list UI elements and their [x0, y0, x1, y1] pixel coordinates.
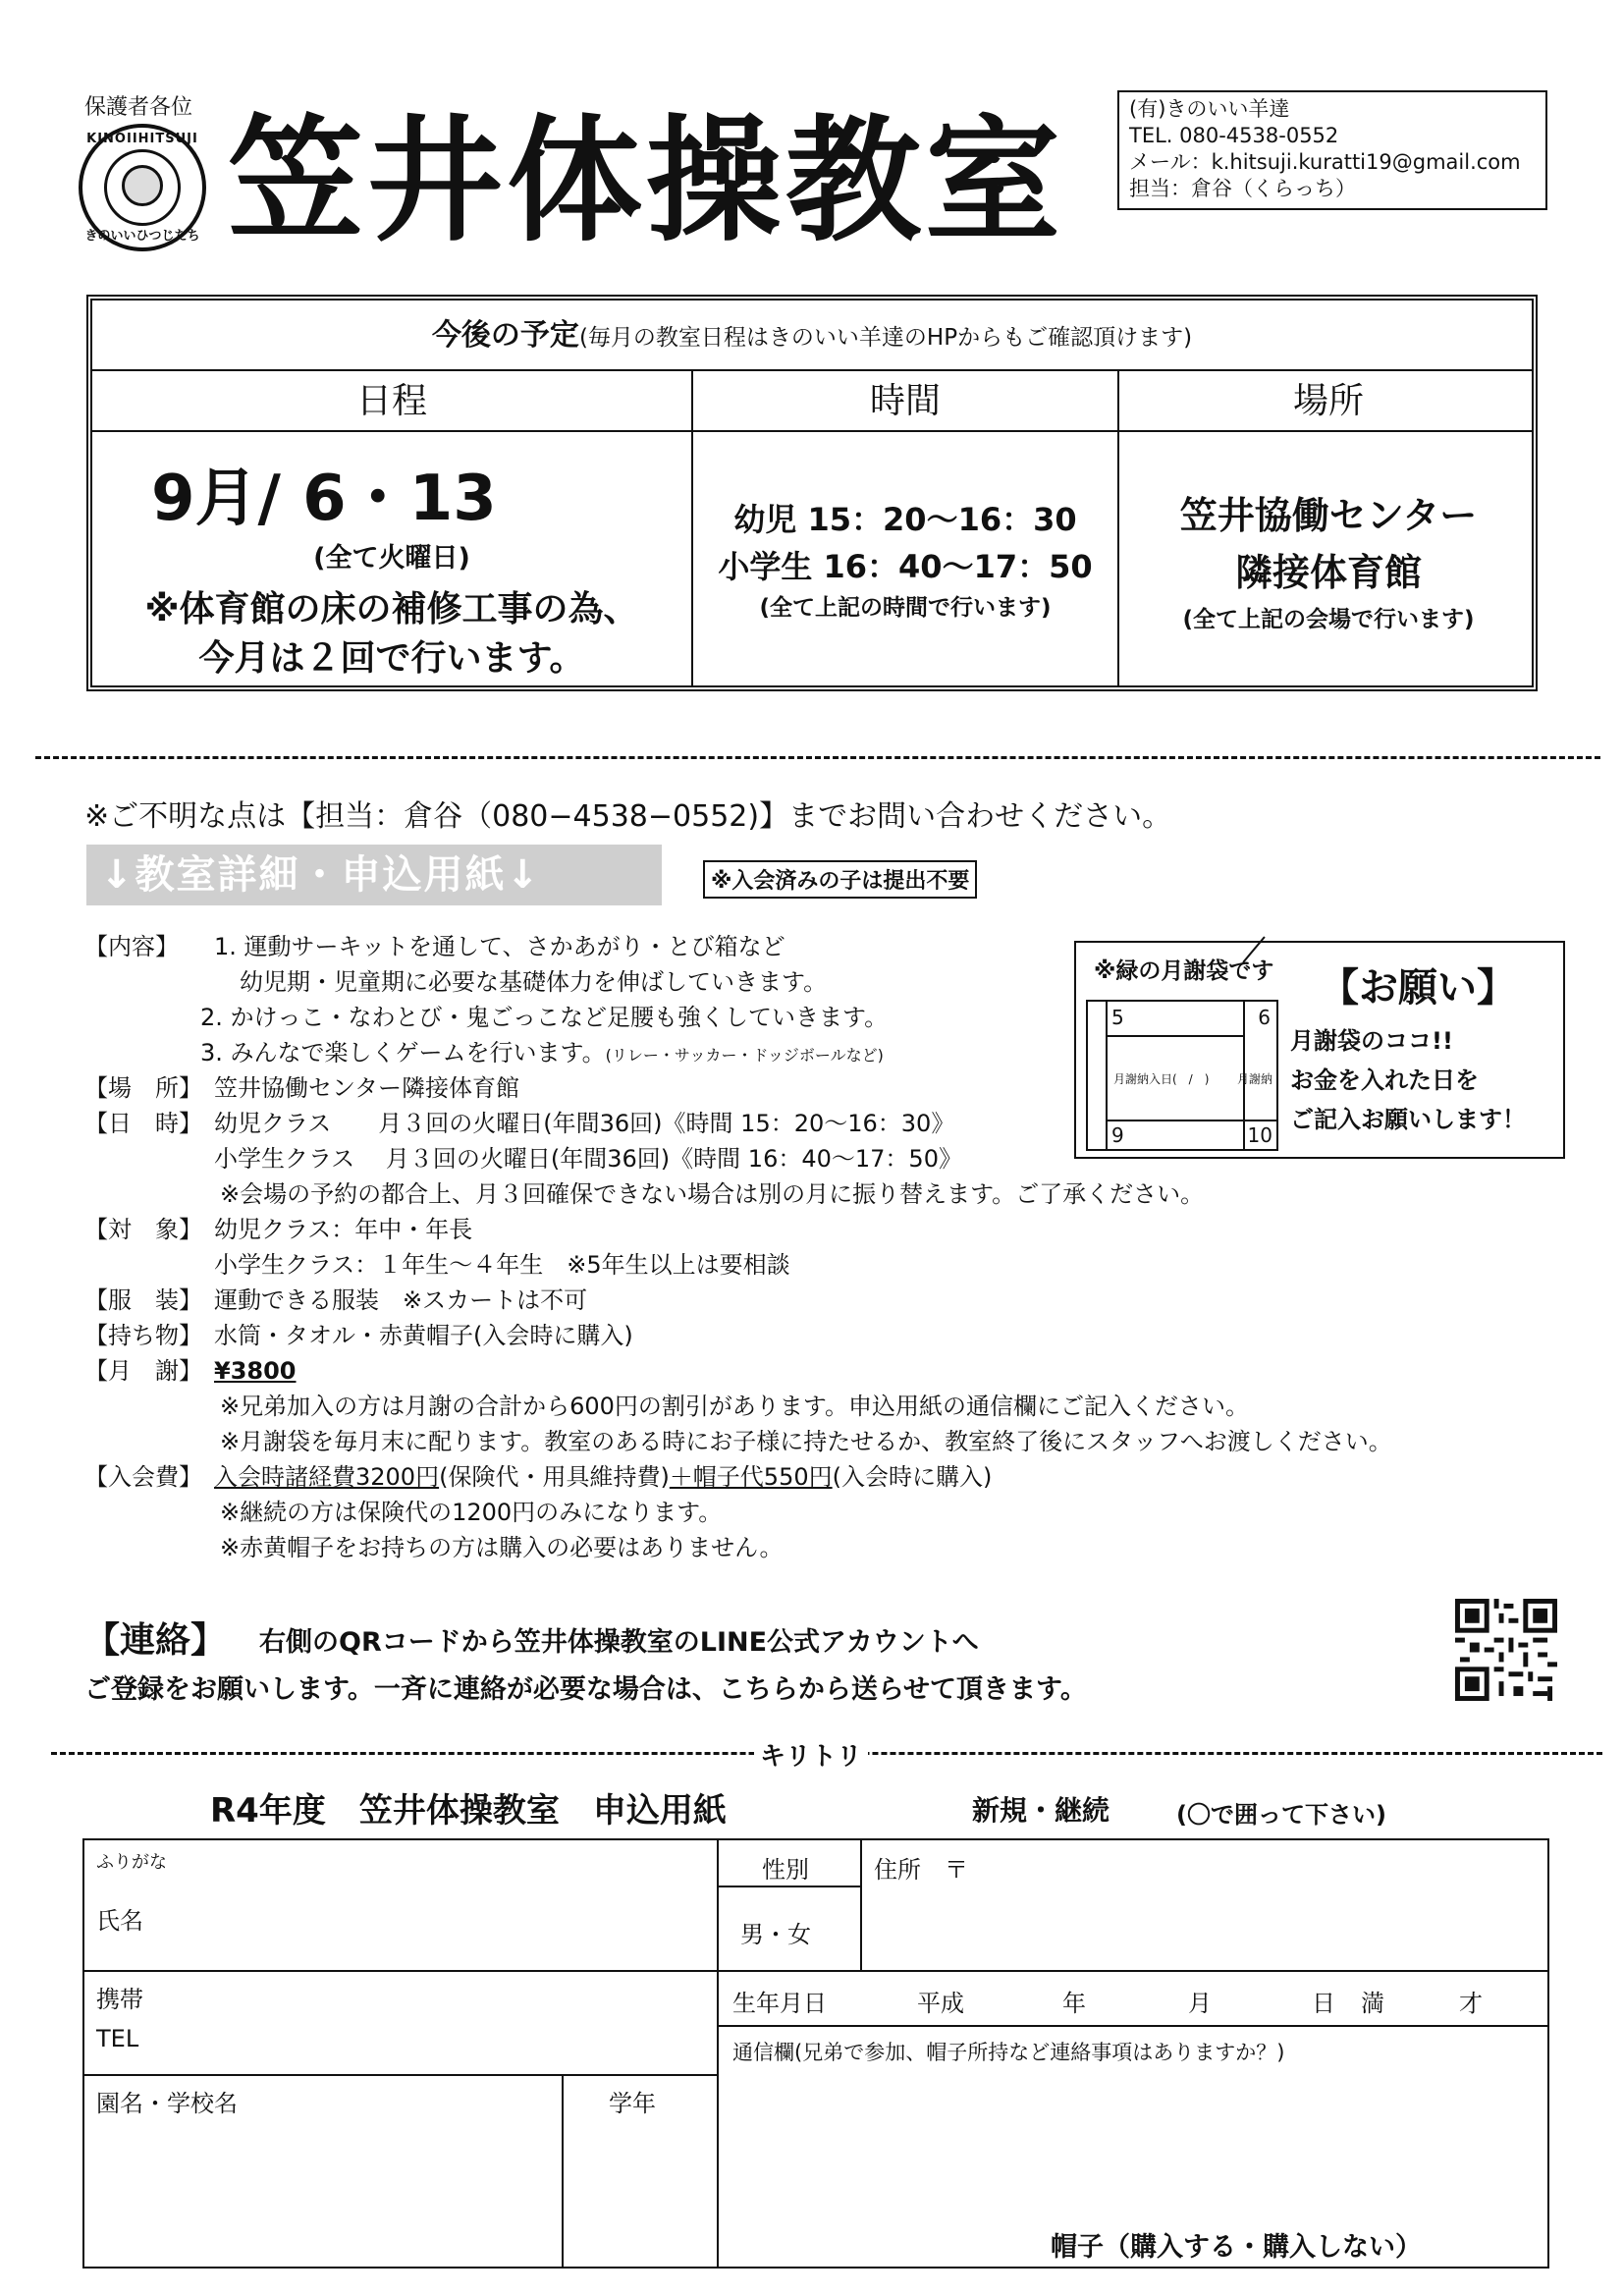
time-note: (全て上記の時間で行います): [759, 595, 1052, 621]
contact-text-1: 右側のQRコードから笠井体操教室のLINE公式アカウントへ: [259, 1627, 979, 1658]
header-time: 時間: [869, 381, 941, 421]
form-type-note: (〇で囲って下さい): [1176, 1801, 1386, 1829]
section-banner: ↓教室詳細・申込用紙↓: [86, 845, 662, 905]
place-note: (全て上記の会場で行います): [1182, 607, 1475, 632]
envelope-callout: [1074, 941, 1565, 1159]
detail-content-1: [84, 927, 785, 961]
schedule-warning-1: ※体育館の床の補修工事の為、: [144, 589, 639, 629]
request-line-3: ご記入お願いします！: [1290, 1106, 1526, 1133]
school-label: 園名・学校名: [96, 2090, 238, 2117]
month-5: 5: [1111, 1006, 1124, 1029]
contact-box: [1117, 90, 1547, 210]
application-form: [82, 1838, 1549, 2269]
contact-tel: TEL. 080-4538-0552: [1129, 124, 1339, 147]
time-value-1: 幼児クラス 月３回の火曜日(年間36回)《時間 15：20〜16：30》: [214, 1110, 955, 1137]
month-10: 10: [1247, 1123, 1272, 1147]
sheep-face-icon: [122, 165, 163, 206]
time-value-3: ※会場の予約の都合上、月３回確保できない場合は別の月に振り替えます。ご了承ください。: [220, 1180, 1205, 1208]
wear-value: 運動できる服装 ※スカートは不可: [214, 1286, 588, 1314]
detail-entry: [84, 1457, 992, 1492]
form-line: [717, 1840, 719, 2269]
envelope-illustration: [1086, 1000, 1278, 1151]
mobile-label: 携帯: [96, 1986, 143, 2013]
time-infant: 幼児 15：20〜16：30: [733, 501, 1077, 538]
schedule-caption-sub: (毎月の教室日程はきのいい羊達のHPからもご確認頂けます): [578, 325, 1193, 351]
target-value-1: 幼児クラス：年中・年長: [214, 1216, 473, 1243]
paid-date-short: 月謝納: [1236, 1072, 1272, 1086]
place-name: 笠井協働センター: [1179, 494, 1478, 537]
hat-fee: ＋帽子代550円: [669, 1463, 833, 1491]
company-name: (有)きのいい羊達: [1129, 97, 1290, 121]
gender-label: 性別: [762, 1856, 809, 1884]
hat-purchase-option[interactable]: 帽子（購入する・購入しない）: [1051, 2232, 1422, 2263]
detail-content-3: [200, 1033, 884, 1067]
form-line: [717, 1886, 860, 1887]
schedule-dates: 9月/ 6・13: [151, 463, 497, 535]
contact-title: 【連絡】: [84, 1620, 227, 1661]
time-elementary: 小学生 16：40〜17：50: [718, 548, 1093, 585]
sheep-logo: [79, 124, 206, 251]
entry-note-2: ※赤黄帽子をお持ちの方は購入の必要はありません。: [220, 1534, 784, 1561]
time-label: 【日 時】: [84, 1110, 202, 1137]
items-value: 水筒・タオル・赤黄帽子(入会時に購入): [214, 1322, 633, 1349]
content-item-1: 1. 運動サーキットを通して、さかあがり・とび箱など: [214, 933, 785, 960]
request-line-2: お金を入れた日を: [1290, 1066, 1479, 1094]
form-line: [860, 1840, 862, 1970]
banner-note: ※入会済みの子は提出不要: [703, 860, 977, 899]
envelope-line: [1106, 1120, 1278, 1121]
inquiry-text: ※ご不明な点は【担当：倉谷（080−4538−0552)】までお問い合わせください。: [84, 799, 1172, 834]
envelope-note: ※緑の月謝袋です: [1094, 958, 1274, 984]
addressee: 保護者各位: [84, 95, 193, 120]
fee-note-2: ※月謝袋を毎月末に配ります。教室のある時にお子様に持たせるか、教室終了後にスタッフへお渡しください。: [220, 1428, 1392, 1455]
time-value-2: 小学生クラス 月３回の火曜日(年間36回)《時間 16：40〜17：50》: [214, 1145, 962, 1173]
schedule-caption-main: 今後の予定: [431, 318, 579, 353]
heisei-label: 平成: [917, 1990, 964, 2017]
form-line: [562, 2074, 564, 2269]
form-line: [84, 2074, 717, 2076]
hat-fee-detail: (入会時に購入): [832, 1463, 993, 1491]
fee-label: 【月 謝】: [84, 1357, 202, 1385]
detail-fee: [84, 1351, 297, 1386]
entry-note-1: ※継続の方は保険代の1200円のみになります。: [220, 1499, 723, 1526]
paid-date-field: 月謝納入日( / ): [1113, 1072, 1210, 1086]
form-line: [84, 1970, 1549, 1972]
cut-line-1: [35, 756, 1600, 759]
qr-code-icon[interactable]: [1455, 1599, 1557, 1701]
envelope-line: [1106, 1002, 1108, 1149]
content-item-2: 2. かけっこ・なわとび・鬼ごっこなど足腰も強くしていきます。: [200, 1004, 889, 1031]
contact-person: 担当：倉谷（くらっち）: [1129, 177, 1356, 200]
schedule-date-note: (全て火曜日): [313, 543, 470, 574]
header-divider: [92, 430, 1532, 432]
envelope-line: [1106, 1035, 1243, 1037]
logo-text-bottom: きのいいひつじたち: [84, 229, 200, 244]
age-label: 才: [1459, 1990, 1483, 2017]
contact-text-2: ご登録をお願いします。一斉に連絡が必要な場合は、こちらから送らせて頂きます。: [84, 1674, 1087, 1705]
detail-target-1: [84, 1210, 472, 1244]
wear-label: 【服 装】: [84, 1286, 202, 1314]
form-line: [717, 2025, 1549, 2027]
target-value-2: 小学生クラス：１年生〜４年生 ※5年生以上は要相談: [214, 1251, 790, 1279]
place-value: 笠井協働センター隣接体育館: [214, 1074, 520, 1102]
month-6: 6: [1258, 1006, 1271, 1029]
place-label: 【場 所】: [84, 1074, 202, 1102]
fee-note-1: ※兄弟加入の方は月謝の合計から600円の割引があります。申込用紙の通信欄にご記入ください。: [220, 1393, 1249, 1420]
form-type[interactable]: 新規・継続: [972, 1794, 1110, 1827]
grade-label: 学年: [609, 2090, 656, 2117]
schedule-caption: [92, 301, 1532, 371]
header-date: 日程: [355, 381, 427, 421]
place-gym: 隣接体育館: [1234, 551, 1422, 594]
schedule-warning-2: 今月は２回で行います。: [198, 638, 585, 679]
header-place: 場所: [1292, 381, 1364, 421]
tel-label: TEL: [96, 2025, 139, 2052]
entry-label: 【入会費】: [84, 1463, 202, 1491]
contact-email: メール：k.hitsuji.kuratti19@gmail.com: [1129, 150, 1521, 174]
furigana-label: ふりがな: [96, 1852, 167, 1873]
schedule-table: [86, 295, 1538, 691]
month-label: 月: [1188, 1990, 1212, 2017]
detail-time-1: [84, 1104, 954, 1138]
content-label: 【内容】: [84, 933, 179, 960]
detail-wear: [84, 1281, 587, 1315]
entry-fee: 入会時諸経費3200円: [214, 1463, 440, 1491]
form-title: R4年度 笠井体操教室 申込用紙: [210, 1791, 727, 1831]
content-item-3-small: (リレー・サッカー・ドッジボールなど): [605, 1046, 884, 1065]
fee-value: ¥3800: [214, 1357, 297, 1385]
target-label: 【対 象】: [84, 1216, 202, 1243]
address-label: 住所 〒: [874, 1856, 968, 1884]
year-label: 年: [1062, 1990, 1086, 2017]
month-9: 9: [1111, 1123, 1124, 1147]
entry-fee-detail: (保険代・用具維持費): [439, 1463, 670, 1491]
page-title: 笠井体操教室: [228, 102, 1065, 260]
logo-text-top: KINOIIHITSUJI: [86, 132, 198, 146]
birthdate-label: 生年月日: [732, 1990, 827, 2017]
items-label: 【持ち物】: [84, 1322, 202, 1349]
age-full-label: 満: [1361, 1990, 1384, 2017]
day-label: 日: [1312, 1990, 1335, 2017]
content-item-3: 3. みんなで楽しくゲームを行います。: [200, 1039, 606, 1066]
detail-items: [84, 1316, 633, 1350]
detail-place: [84, 1068, 519, 1103]
request-line-1: 月謝袋のココ!!: [1290, 1027, 1453, 1055]
request-title: 【お願い】: [1320, 965, 1516, 1011]
content-item-1b: 幼児期・児童期に必要な基礎体力を伸ばしていきます。: [240, 968, 828, 996]
cut-here-label: キリトリ: [754, 1736, 868, 1773]
message-label: 通信欄(兄弟で参加、帽子所持など連絡事項はありますか？): [732, 2041, 1285, 2064]
name-label: 氏名: [96, 1907, 143, 1935]
gender-options[interactable]: 男・女: [740, 1921, 811, 1948]
